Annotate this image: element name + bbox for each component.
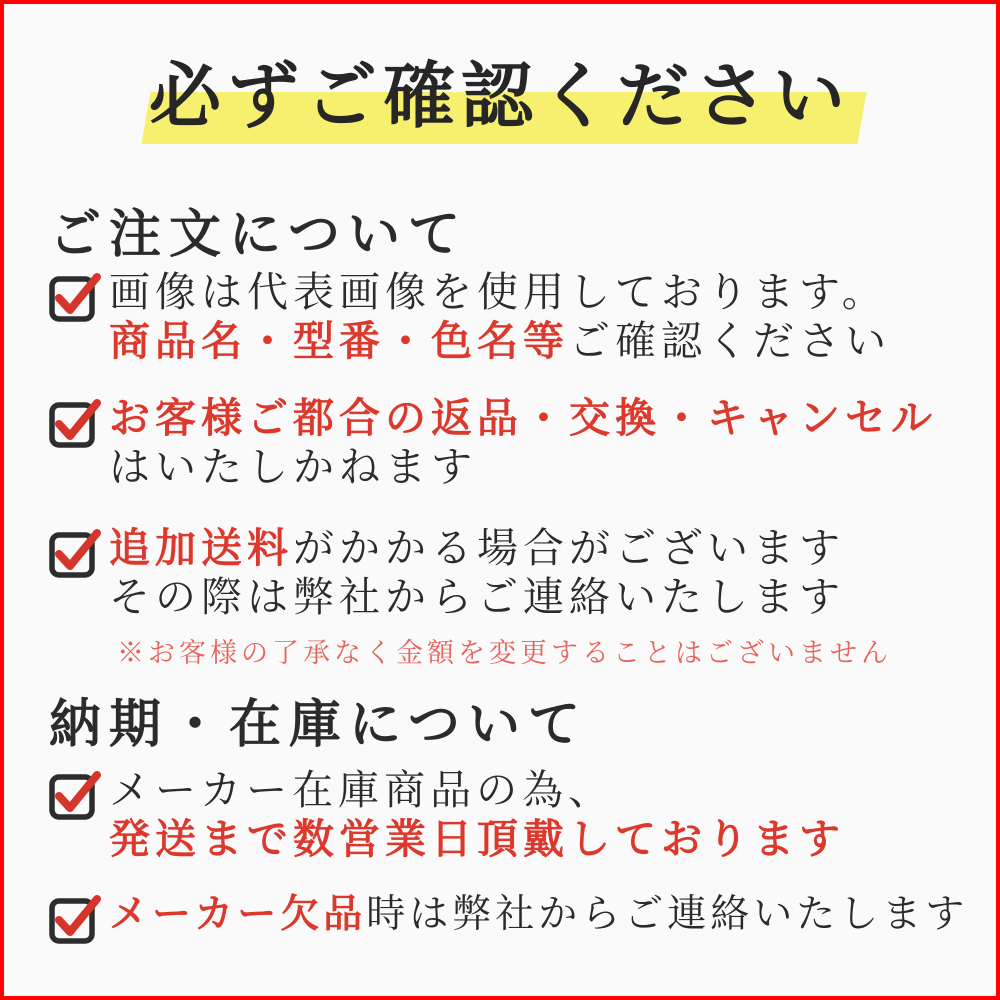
list-item-representative-image [49,268,891,366]
item2-line1-red: お客様ご都合の返品・交換・キャンセル [109,394,937,442]
item2-line2: はいたしかねます [109,443,477,491]
stock-section-heading: 納期・在庫について [49,694,588,755]
checked-checkbox-icon [49,892,105,944]
list-item-extra-shipping [49,524,892,672]
checked-checkbox-icon [49,396,105,448]
list-item-maker-stock [49,766,845,864]
item1-line2-black: ご確認ください [569,317,891,365]
checked-checkbox-icon [49,270,105,322]
item-line [109,766,845,815]
item4-line2-red: 発送まで数営業日頂戴しております [109,815,845,863]
item1-line2-red: 商品名・型番・色名等 [109,317,569,365]
item-line [109,890,968,939]
list-item-returns [49,394,937,492]
item-line [109,524,892,573]
item-text [109,268,891,366]
item-text [109,766,845,864]
item-line [109,394,937,443]
item3-note: ※お客様の了承なく金額を変更することはございません [117,638,892,669]
item-line [109,573,892,622]
item5-line1-red: メーカー欠品 [109,891,367,937]
title-block [4,46,996,146]
item-line [109,317,891,366]
item4-line1: メーカー在庫商品の為、 [109,766,615,814]
list-item-maker-shortage [49,890,968,944]
item-text [109,524,892,672]
checked-checkbox-icon [49,526,105,578]
item3-line1-black: がかかる場合がございます [293,524,845,572]
item-line [109,443,937,492]
item-text [109,394,937,492]
page-title: 必ずご確認ください [148,53,851,138]
checked-checkbox-icon [49,768,105,820]
order-section-heading: ご注文について [49,204,468,265]
item3-line1-red: 追加送料 [109,524,293,572]
item-text [109,890,968,939]
item1-line1: 画像は代表画像を使用しております。 [109,268,888,316]
item5-line1-black: 時は弊社からご連絡いたします [366,892,969,937]
item-line [109,815,845,864]
item3-line2: その際は弊社からご連絡いたします [109,573,845,621]
item-line [109,268,891,317]
